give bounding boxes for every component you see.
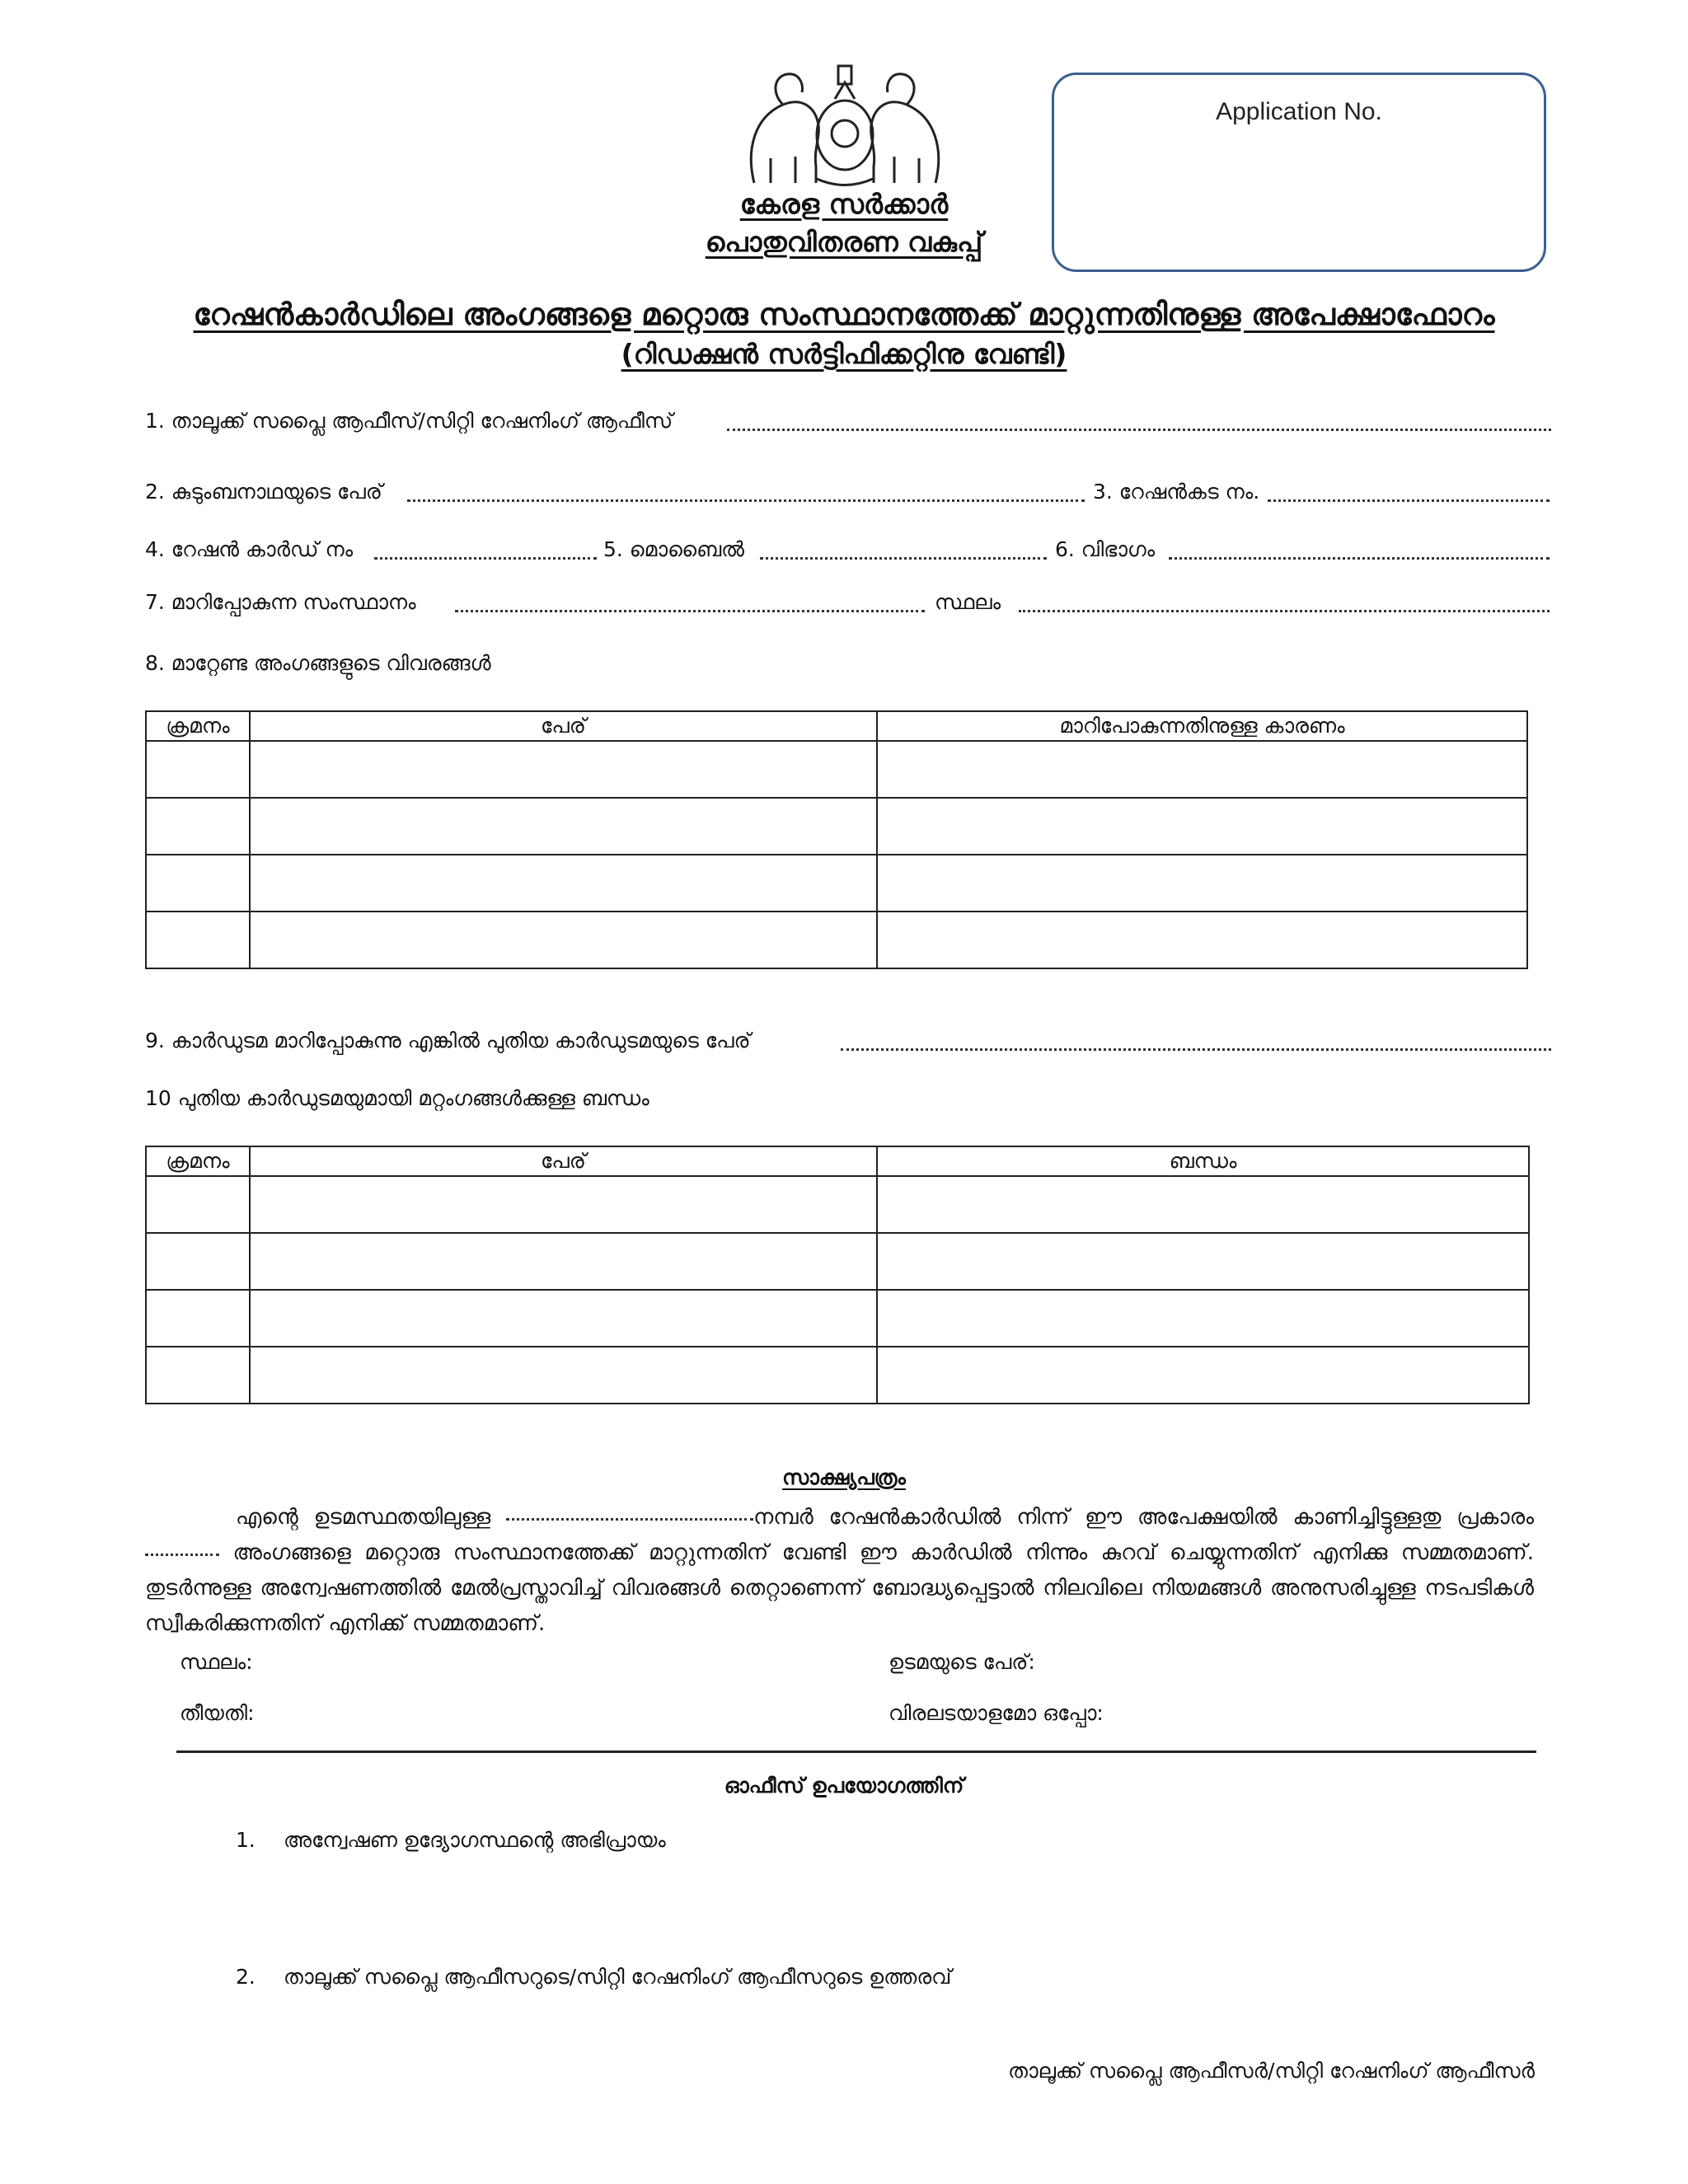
field-3-input[interactable] [1268, 499, 1550, 502]
table-cell[interactable] [250, 855, 877, 912]
declaration-count-input[interactable] [145, 1554, 219, 1556]
office-item-2-label: താലൂക്ക് സപ്ലൈ ആഫീസറുടെ/സിറ്റി റേഷനിംഗ് ആഫീസറുടെ ഉത്തരവ് [284, 1965, 952, 1989]
date-label: തീയതി: [180, 1701, 255, 1725]
column-header: ക്രമനം [146, 1146, 250, 1176]
table-cell[interactable] [250, 912, 877, 968]
field-8-label: 8. മാറ്റേണ്ട അംഗങ്ങളുടെ വിവരങ്ങൾ [145, 651, 491, 675]
table-cell[interactable] [877, 1347, 1529, 1404]
form-title: റേഷൻകാർഡിലെ അംഗങ്ങളെ മറ്റൊരു സംസ്ഥാനത്തേക്ക് മാറ്റുന്നതിനുള്ള അപേക്ഷാഫോറം [193, 297, 1495, 332]
signature-label: വിരലടയാളമോ ഒപ്പോ: [889, 1701, 1104, 1725]
table-cell[interactable] [250, 1233, 877, 1290]
declaration-part-2: നമ്പർ റേഷൻകാർഡിൽ നിന്ന് ഈ അപേക്ഷയിൽ കാണിച്ചിട്ടുള്ളതു പ്രകാരം [753, 1505, 1534, 1530]
table-cell[interactable] [250, 741, 877, 798]
table-cell[interactable] [877, 741, 1527, 798]
application-number-label: Application No. [1216, 98, 1382, 125]
column-header: പേര് [250, 711, 877, 741]
signatory-title: താലൂക്ക് സപ്ലൈ ആഫീസർ/സിറ്റി റേഷനിംഗ് ആഫീസർ [1008, 2059, 1535, 2083]
declaration-title: സാക്ഷ്യപത്രം [782, 1465, 906, 1489]
table-row [146, 1176, 1529, 1233]
table-cell[interactable] [146, 855, 250, 912]
office-item-1-label: അന്വേഷണ ഉദ്യോഗസ്ഥന്റെ അഭിപ്രായം [284, 1828, 666, 1852]
field-6-label: 6. വിഭാഗം [1055, 537, 1156, 561]
table-row [146, 1290, 1529, 1347]
table-cell[interactable] [877, 855, 1527, 912]
declaration-card-number-input[interactable] [506, 1518, 753, 1521]
table-cell[interactable] [146, 798, 250, 855]
table-cell[interactable] [146, 1233, 250, 1290]
office-item-2-number: 2. [236, 1965, 256, 1989]
table-cell[interactable] [877, 1290, 1529, 1347]
owner-name-label: ഉടമയുടെ പേര്: [889, 1650, 1035, 1674]
table-cell[interactable] [250, 1347, 877, 1404]
kerala-government-emblem-icon [738, 59, 952, 191]
field-7-input[interactable] [455, 610, 925, 612]
relationship-table [145, 1146, 1530, 1404]
government-name: കേരള സർക്കാർ [739, 188, 949, 220]
field-10-label: 10 പുതിയ കാർഡുടമയുമായി മറ്റംഗങ്ങൾക്കുള്ള ബന്ധം [145, 1086, 649, 1110]
table-cell[interactable] [250, 1290, 877, 1347]
table-cell[interactable] [146, 741, 250, 798]
divider [176, 1750, 1536, 1753]
table-cell[interactable] [146, 1347, 250, 1404]
table-row [146, 1347, 1529, 1404]
field-5-input[interactable] [760, 557, 1047, 560]
column-header: ബന്ധം [877, 1146, 1529, 1176]
table-row [146, 855, 1527, 912]
field-6-input[interactable] [1169, 557, 1550, 560]
field-7-label: 7. മാറിപ്പോകുന്ന സംസ്ഥാനം [145, 590, 416, 614]
table-row [146, 912, 1527, 968]
declaration-part-1: എന്റെ ഉടമസ്ഥതയിലുള്ള [236, 1505, 491, 1530]
office-item-1-number: 1. [236, 1828, 256, 1852]
table-cell[interactable] [146, 1290, 250, 1347]
table-cell[interactable] [877, 798, 1527, 855]
field-9-label: 9. കാർഡുടമ മാറിപ്പോകുന്നു എങ്കിൽ പുതിയ കാർഡുടമയുടെ പേര് [145, 1029, 751, 1052]
table-cell[interactable] [250, 798, 877, 855]
table-cell[interactable] [877, 1233, 1529, 1290]
column-header: ക്രമനം [146, 711, 250, 741]
column-header: മാറിപോകുന്നതിനുള്ള കാരണം [877, 711, 1527, 741]
place-label: സ്ഥലം: [180, 1650, 253, 1674]
declaration-text [145, 1500, 1534, 1642]
table-cell[interactable] [877, 912, 1527, 968]
field-3-label: 3. റേഷൻകട നം. [1093, 480, 1260, 504]
field-4-label: 4. റേഷൻ കാർഡ് നം [145, 537, 354, 561]
field-2-label: 2. കുടുംബനാഥയുടെ പേര് [145, 480, 382, 504]
table-cell[interactable] [146, 1176, 250, 1233]
office-use-title: ഓഫീസ് ഉപയോഗത്തിന് [724, 1774, 964, 1797]
table-header-row [146, 711, 1527, 741]
department-name: പൊതുവിതരണ വകുപ്പ് [705, 226, 983, 258]
field-1-input[interactable] [727, 429, 1551, 431]
table-row [146, 741, 1527, 798]
table-header-row [146, 1146, 1529, 1176]
field-2-input[interactable] [407, 499, 1085, 502]
column-header: പേര് [250, 1146, 877, 1176]
table-row [146, 798, 1527, 855]
table-cell[interactable] [250, 1176, 877, 1233]
field-7-place-label: സ്ഥലം [935, 590, 1001, 614]
field-9-input[interactable] [841, 1048, 1551, 1051]
field-4-input[interactable] [374, 557, 597, 560]
declaration-part-3: അംഗങ്ങളെ മറ്റൊരു സംസ്ഥാനത്തേക്ക് മാറ്റുന്നതിന് വേണ്ടി ഈ കാർഡിൽ നിന്നും കുറവ് ചെയ്യുന്നതിന് എനിക്കു സമ്മതമാണ്. തുടർന്നുള്ള അന്വേഷണത്തിൽ മേൽപ്രസ്താവിച്ച് വിവരങ്ങൾ തെറ്റാണെന്ന് ബോദ്ധ്യപ്പെട്ടാൽ നിലവിലെ നിയമങ്ങൾ അനുസരിച്ചുള്ള നടപടികൾ സ്വീകരിക്കുന്നതിന് എനിക്ക് സമ്മതമാണ്. [145, 1540, 1535, 1636]
table-cell[interactable] [877, 1176, 1529, 1233]
table-cell[interactable] [146, 912, 250, 968]
field-7-place-input[interactable] [1019, 610, 1550, 612]
field-1-label: 1. താലൂക്ക് സപ്ലൈ ആഫീസ്/സിറ്റി റേഷനിംഗ് ആഫീസ് [145, 409, 673, 433]
members-table [145, 710, 1528, 969]
field-5-label: 5. മൊബൈൽ [603, 537, 745, 561]
form-subtitle: (റിഡക്ഷൻ സർട്ടിഫിക്കറ്റിനു വേണ്ടി) [621, 338, 1067, 370]
table-row [146, 1233, 1529, 1290]
